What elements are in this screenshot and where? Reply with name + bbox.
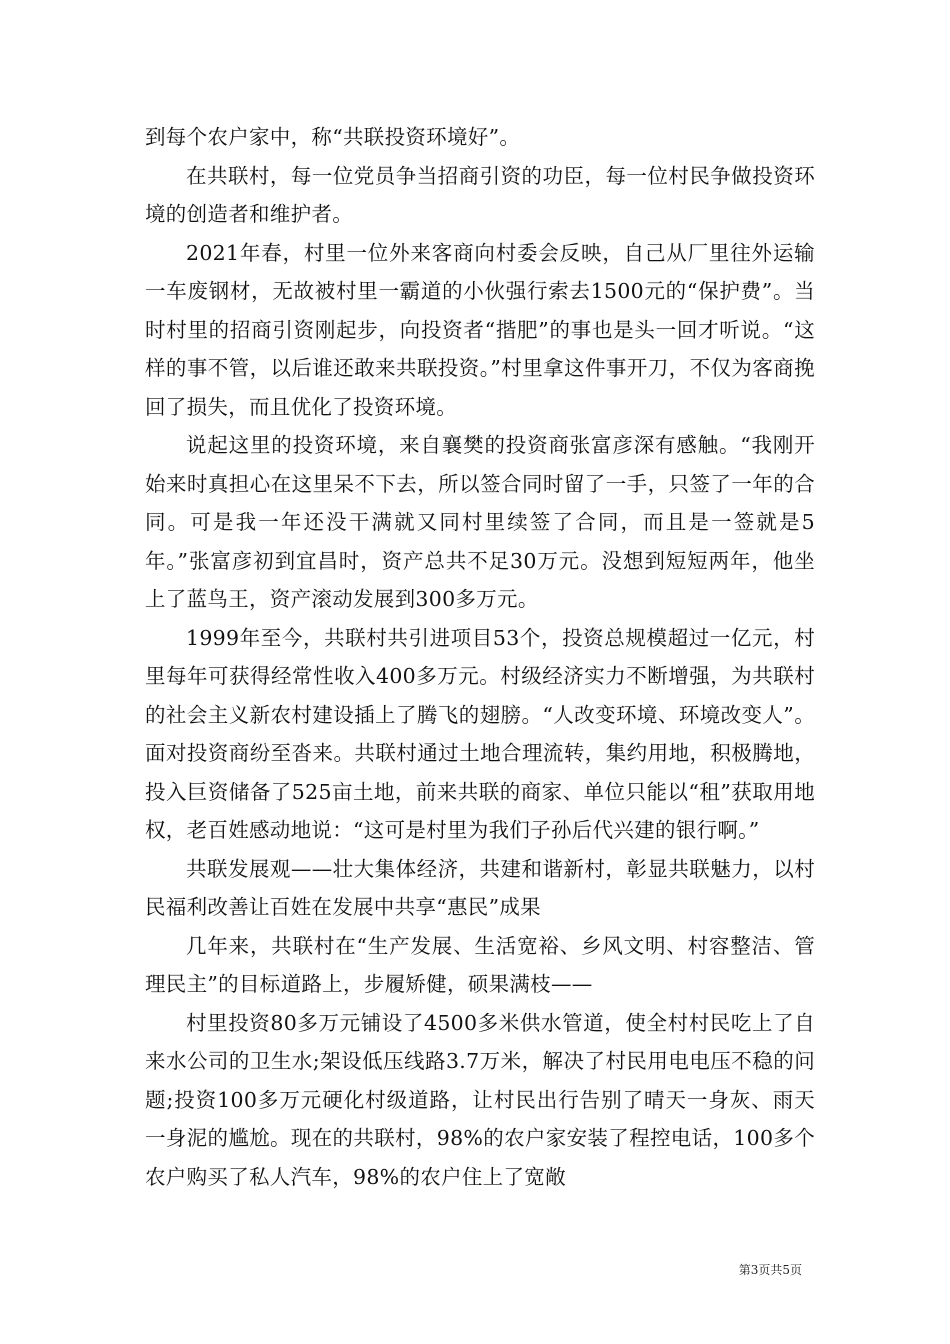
paragraph-party-members: 在共联村，每一位党员争当招商引资的功臣，每一位村民争做投资环境的创造者和维护者。 [145, 163, 815, 226]
page-number: 第3页共5页 [738, 1263, 802, 1277]
paragraph-infrastructure: 村里投资80多万元铺设了4500多米供水管道，使全村村民吃上了自来水公司的卫生水;架设低压线路3.7万米，解决了村民用电电压不稳的问题;投资100多万元硬化村级道路，让村民出行告别了晴天一身灰、雨天一身泥的尴尬。现在的共联村，98%的农户家安装了程控电话，100多个农户购买了私人汽车，98%的农户住上了宽敞 [145, 1010, 815, 1189]
paragraph-1999-to-now: 1999年至今，共联村共引进项目53个，投资总规模超过一亿元，村里每年可获得经常性收入400多万元。村级经济实力不断增强，为共联村的社会主义新农村建设插上了腾飞的翅膀。“人改变环境、环境改变人”。面对投资商纷至沓来。共联村通过土地合理流转，集约用地，积极腾地，投入巨资储备了525亩土地，前来共联的商家、单位只能以“租”获取用地权，老百姓感动地说：“这可是村里为我们子孙后代兴建的银行啊。” [145, 625, 815, 842]
paragraph-continuation: 到每个农户家中，称“共联投资环境好”。 [145, 125, 521, 149]
paragraph-recent-years: 几年来，共联村在“生产发展、生活宽裕、乡风文明、村容整洁、管理民主”的目标道路上，步履矫健，硕果满枝—— [145, 933, 815, 996]
paragraph-2021-spring: 2021年春，村里一位外来客商向村委会反映，自己从厂里往外运输一车废钢材，无故被村里一霸道的小伙强行索去1500元的“保护费”。当时村里的招商引资刚起步，向投资者“揩肥”的事也是头一回才听说。“这样的事不管，以后谁还敢来共联投资。”村里拿这件事开刀，不仅为客商挽回了损失，而且优化了投资环境。 [145, 240, 815, 419]
paragraph-development-view: 共联发展观——壮大集体经济，共建和谐新村，彰显共联魅力，以村民福利改善让百姓在发展中共享“惠民”成果 [145, 856, 815, 919]
document-body [145, 118, 815, 1196]
paragraph-investor-zhang: 说起这里的投资环境，来自襄樊的投资商张富彦深有感触。“我刚开始来时真担心在这里呆不下去，所以签合同时留了一手，只签了一年的合同。可是我一年还没干满就又同村里续签了合同，而且是一签就是5年。”张富彦初到宜昌时，资产总共不足30万元。没想到短短两年，他坐上了蓝鸟王，资产滚动发展到300多万元。 [145, 433, 815, 611]
